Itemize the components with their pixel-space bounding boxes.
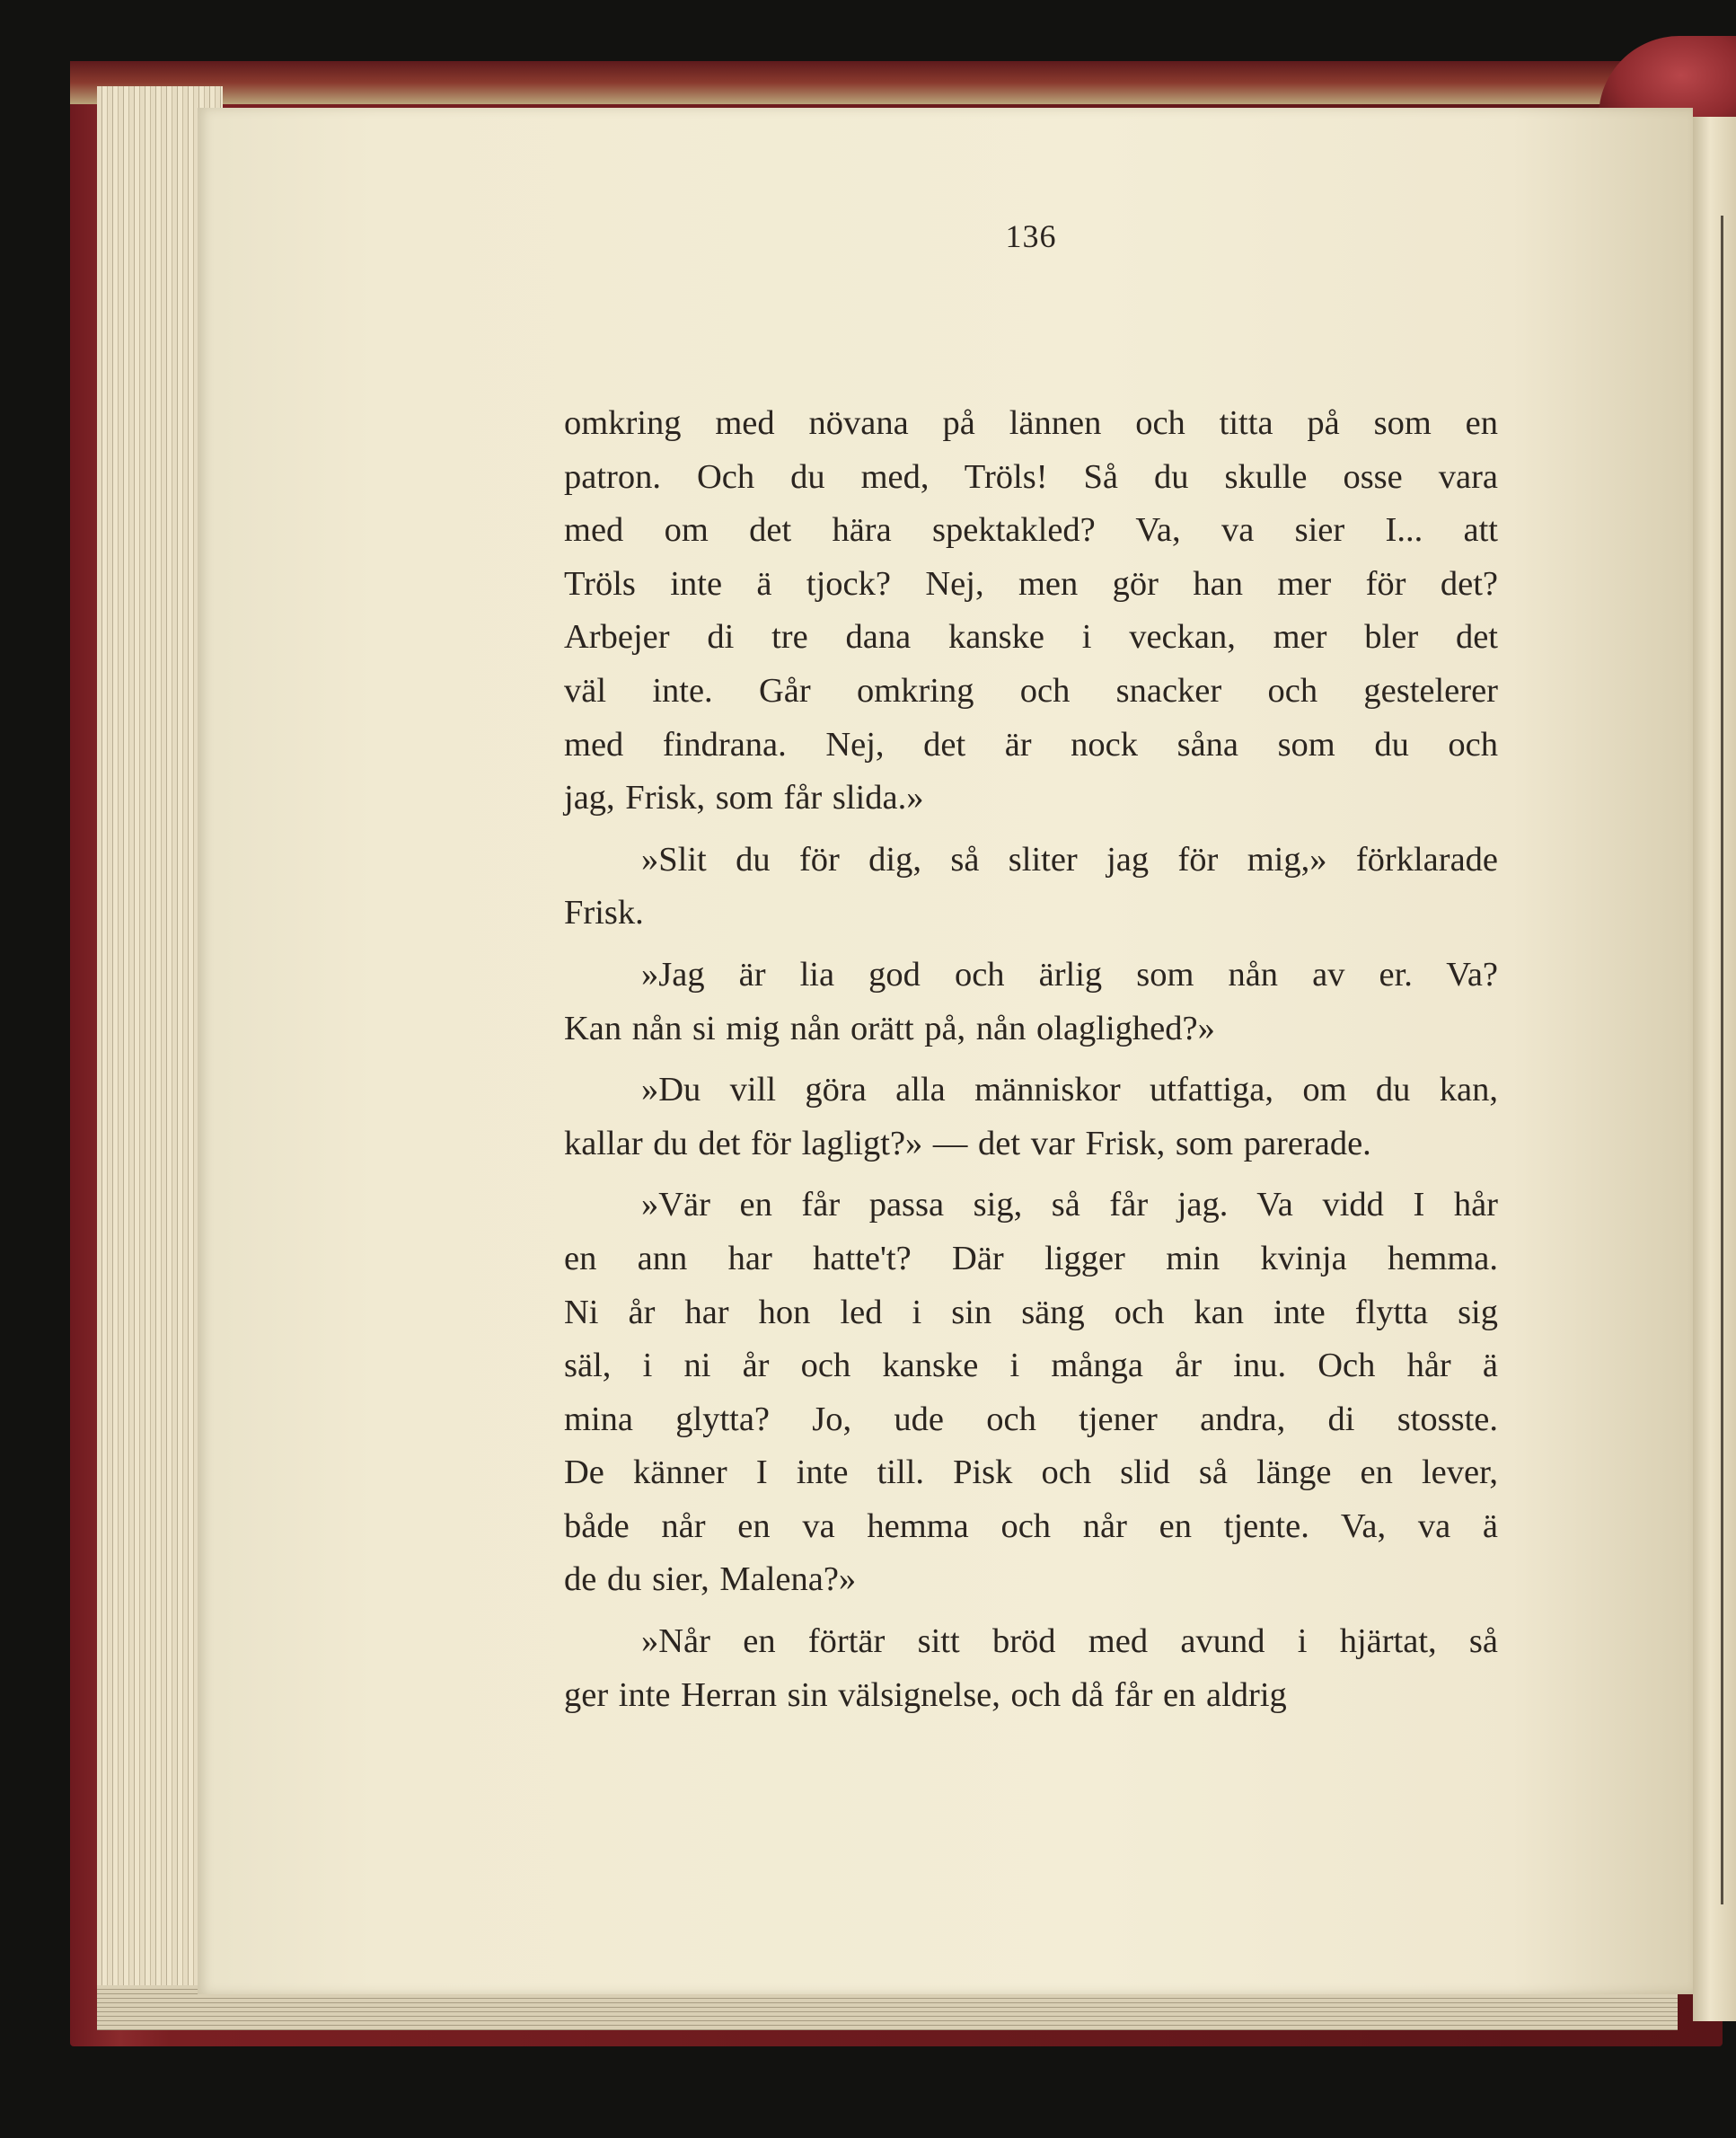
text-line: »Slit du för dig, så sliter jag för mig,» förklarade <box>641 840 1498 879</box>
text-line: »Vär en får passa sig, så får jag. Va vidd I hår <box>641 1186 1498 1224</box>
text-line: säl, i ni år och kanske i många år inu. Och hår ä <box>564 1347 1498 1385</box>
page-gutter-line <box>1721 216 1723 1904</box>
text-line: Arbejer di tre dana kanske i veckan, mer bler det <box>564 618 1498 657</box>
text-line: jag, Frisk, som får slida.» <box>564 779 924 817</box>
text-line: »Jag är lia god och ärlig som nån av er. Va? <box>641 955 1498 994</box>
text-line: väl inte. Går omkring och snacker och gestelerer <box>564 671 1498 710</box>
text-line: mina glytta? Jo, ude och tjener andra, di stosste. <box>564 1400 1498 1438</box>
text-line: de du sier, Malena?» <box>564 1560 857 1599</box>
cover-top-edge <box>70 61 1651 104</box>
paragraph <box>564 1179 1498 1607</box>
text-line: Kan nån si mig nån orätt på, nån olaglighed?» <box>564 1009 1215 1047</box>
text-line: med om det härа spektakled? Va, va sier I... att <box>564 511 1498 550</box>
text-line: Frisk. <box>564 894 644 932</box>
text-line: patron. Och du med, Tröls! Så du skulle osse vara <box>564 457 1498 496</box>
text-line: omkring med növana på lännen och titta på som en <box>564 404 1498 442</box>
page-number: 136 <box>1005 218 1057 254</box>
text-line: med findrana. Nej, det är nock såna som du och <box>564 725 1498 764</box>
text-line: ger inte Herran sin välsignelse, och då får en aldrig <box>564 1675 1287 1714</box>
paragraph <box>564 1615 1498 1722</box>
text-line: »Du vill göra alla människor utfattiga, om du kan, <box>641 1071 1498 1109</box>
text-line: en ann har hatte't? Där ligger min kvinja hemma. <box>564 1239 1498 1277</box>
text-line: kallar du det för lagligt?» — det var Frisk, som parerade. <box>564 1124 1371 1162</box>
text-line: »Når en förtär sitt bröd med avund i hjärtat, så <box>641 1622 1498 1661</box>
page-right-edge <box>1693 117 1736 2021</box>
paragraph <box>564 834 1498 941</box>
text-line: De känner I inte till. Pisk och slid så länge en lever, <box>564 1453 1498 1492</box>
text-line: Tröls inte ä tjock? Nej, men gör han mer för det? <box>564 564 1498 603</box>
page-text <box>564 397 1498 1730</box>
paragraph <box>564 1064 1498 1171</box>
paragraph <box>564 397 1498 826</box>
text-line: Ni år har hon led i sin säng och kan inte flytta sig <box>564 1293 1498 1331</box>
text-line: både når en va hemma och når en tjente. Va, va ä <box>564 1506 1498 1545</box>
paragraph <box>564 949 1498 1056</box>
